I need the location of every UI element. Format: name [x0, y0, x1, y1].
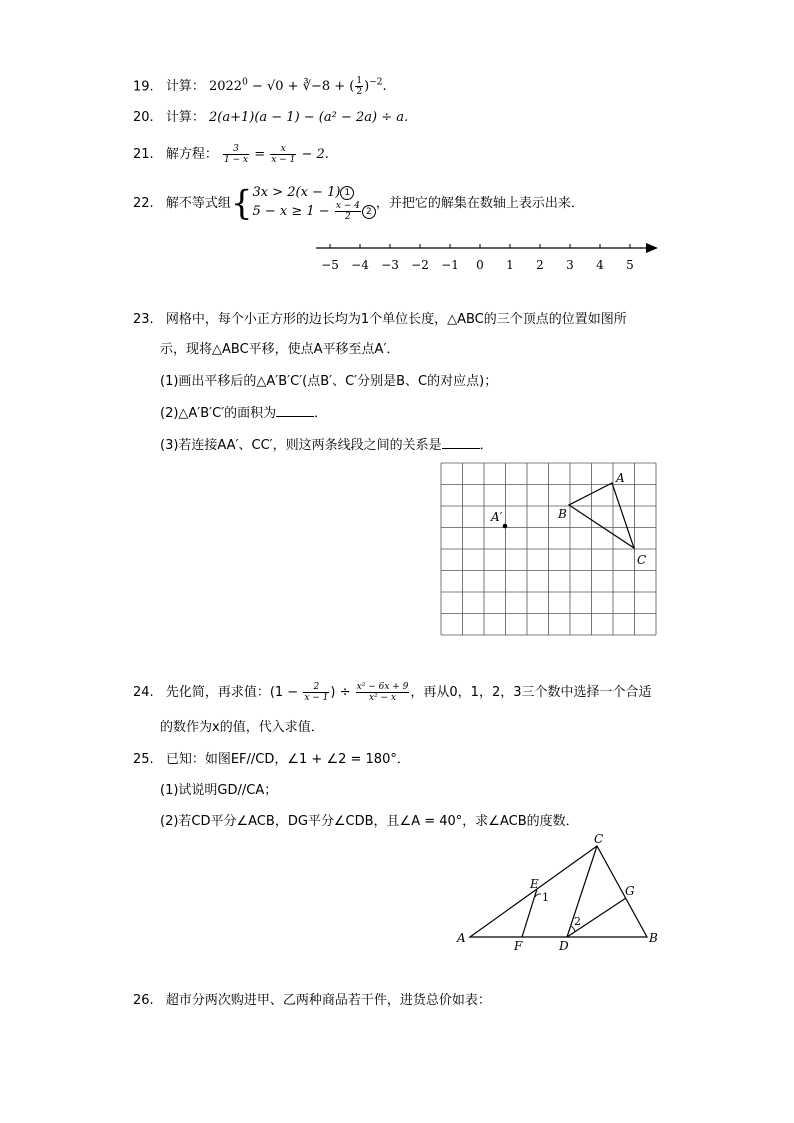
- segment-ef: [522, 889, 537, 937]
- question-26: [133, 992, 491, 1010]
- question-text: 网格中，每个小正方形的边长均为1个单位长度，△ABC的三个顶点的位置如图所: [165, 312, 627, 327]
- point-a-prime: [503, 524, 508, 529]
- fraction-numerator: x² − 6x + 9: [356, 682, 409, 692]
- fraction-numerator: x − 4: [335, 201, 360, 211]
- label-d: D: [559, 939, 569, 953]
- period: ．: [314, 406, 328, 421]
- operator: ) ÷: [330, 685, 355, 700]
- fraction-numerator: 1: [356, 76, 363, 87]
- fraction: [335, 201, 361, 222]
- question-25-line-1: [133, 751, 410, 769]
- inequality-row-1: [252, 185, 375, 201]
- arrow-head-icon: [646, 243, 658, 253]
- number-line-tick-label: 2: [536, 258, 544, 272]
- number-line-tick-label: 4: [596, 258, 604, 272]
- question-24-line-1: [133, 682, 652, 703]
- equation-tail: − 2.: [297, 147, 329, 162]
- left-brace: {: [230, 183, 253, 224]
- question-23-part-1: (1)画出平移后的△A′B′C′(点B′、C′分别是B、C的对应点)；: [160, 374, 498, 389]
- answer-blank[interactable]: [442, 436, 480, 449]
- fraction-denominator: x − 1: [304, 693, 329, 703]
- period: ．: [479, 438, 493, 453]
- fraction-numerator: 3: [223, 144, 249, 155]
- question-number: 21.: [133, 147, 154, 162]
- grid-figure: [440, 462, 660, 638]
- segment-cd: [567, 846, 597, 937]
- label-g: G: [625, 884, 635, 898]
- question-23-line-1: [133, 311, 627, 329]
- period: .: [382, 79, 387, 95]
- circled-number: 2: [362, 205, 376, 219]
- number-line-tick-label: 0: [476, 258, 484, 272]
- label-b: B: [649, 931, 658, 945]
- label-a-prime: A′: [491, 510, 503, 524]
- question-24-line-2: 的数作为x的值，代入求值．: [160, 720, 324, 735]
- question-number: 19.: [133, 79, 154, 95]
- part-text: (3)若连接AA′、CC′，则这两条线段之间的关系是: [160, 438, 442, 453]
- number-line-tick-label: −1: [441, 258, 459, 272]
- fraction-denominator: 1 − x: [223, 155, 249, 165]
- math-expression: $2022^0 - √0$ + ∛−8 + ( $\frac{1}{2}$ )$^{-2}$.: [208, 76, 387, 98]
- question-text: 超市分两次购进甲、乙两种商品若干件，进货总价如表：: [165, 993, 491, 1008]
- label-f: F: [514, 939, 523, 953]
- question-prefix: 计算：: [165, 79, 205, 95]
- question-23-part-2: [160, 404, 327, 423]
- number-line: [310, 238, 664, 272]
- equals-sign: =: [250, 147, 270, 162]
- exponent: −2: [369, 78, 383, 88]
- radical-terms: − √0 + ∛−8 +: [247, 79, 350, 95]
- triangle-abc: [569, 483, 634, 548]
- grid-lines: [441, 463, 656, 635]
- circled-number: 1: [340, 186, 354, 200]
- fraction-denominator: x − 1: [271, 155, 296, 165]
- fraction: [303, 682, 329, 703]
- fraction-numerator: x: [270, 144, 296, 155]
- number-line-tick-label: 3: [566, 258, 574, 272]
- question-number: 20.: [133, 110, 154, 125]
- question-25-part-2: (2)若CD平分∠ACB，DG平分∠CDB，且∠A = 40°，求∠ACB的度数．: [160, 814, 579, 829]
- question-21: [133, 144, 329, 165]
- triangle-figure: [450, 830, 670, 955]
- label-b: B: [558, 507, 567, 521]
- question-prefix: 先化简，再求值：(1 −: [165, 685, 303, 700]
- question-22: [133, 184, 584, 224]
- inequality-row-2: [252, 201, 375, 222]
- number-line-tick-label: −2: [411, 258, 429, 272]
- question-suffix: ，再从0，1，2，3三个数中选择一个合适: [410, 685, 652, 700]
- fraction: [270, 144, 296, 165]
- question-20: [133, 109, 408, 127]
- question-number: 26.: [133, 993, 154, 1008]
- fraction-denominator: x² − x: [369, 693, 397, 703]
- math-expression: 2(a+1)(a − 1) − (a² − 2a) ÷ a.: [208, 110, 409, 125]
- base-number: 2022: [208, 79, 243, 95]
- fraction-denominator: 2: [356, 87, 363, 98]
- inequality-text: 5 − x ≥ 1 −: [252, 204, 334, 219]
- triangle-acb: [470, 846, 647, 937]
- number-line-tick-label: 5: [626, 258, 634, 272]
- fraction-denominator: 2: [345, 212, 351, 222]
- equation: [222, 144, 329, 165]
- question-25-part-1: (1)试说明GD//CA；: [160, 783, 278, 798]
- question-number: 24.: [133, 685, 154, 700]
- fraction-numerator: 2: [303, 682, 329, 693]
- number-line-tick-label: −5: [321, 258, 339, 272]
- number-line-tick-label: −3: [381, 258, 399, 272]
- question-prefix: 解不等式组: [165, 196, 231, 211]
- question-prefix: 计算：: [165, 110, 205, 125]
- fraction: [223, 144, 249, 165]
- question-23-line-2: 示，现将△ABC平移，使点A平移至点A′．: [160, 342, 400, 357]
- question-23-part-3: [160, 436, 493, 455]
- label-a: A: [616, 471, 625, 485]
- fraction: [355, 76, 363, 97]
- label-c: C: [594, 832, 604, 846]
- label-c: C: [637, 553, 647, 567]
- question-number: 22.: [133, 196, 154, 211]
- part-text: (2)△A′B′C′的面积为: [160, 406, 277, 421]
- number-line-tick-label: 1: [506, 258, 514, 272]
- label-angle-1: 1: [542, 891, 549, 904]
- question-number: 25.: [133, 752, 154, 767]
- label-angle-2: 2: [574, 915, 581, 928]
- label-a: A: [457, 931, 466, 945]
- question-text: 已知：如图EF//CD，∠1 + ∠2 = 180°．: [165, 752, 410, 767]
- question-suffix: ，并把它的解集在数轴上表示出来．: [375, 196, 584, 211]
- exponent: 0: [242, 78, 248, 88]
- question-19: [133, 74, 387, 97]
- question-number: 23.: [133, 312, 154, 327]
- fraction: [356, 682, 410, 703]
- number-line-tick-label: −4: [351, 258, 369, 272]
- inequality-system: [252, 185, 375, 222]
- question-prefix: 解方程：: [165, 147, 218, 162]
- inequality-text: 3x > 2(x − 1): [252, 185, 341, 200]
- label-e: E: [530, 877, 539, 891]
- answer-blank[interactable]: [276, 404, 314, 417]
